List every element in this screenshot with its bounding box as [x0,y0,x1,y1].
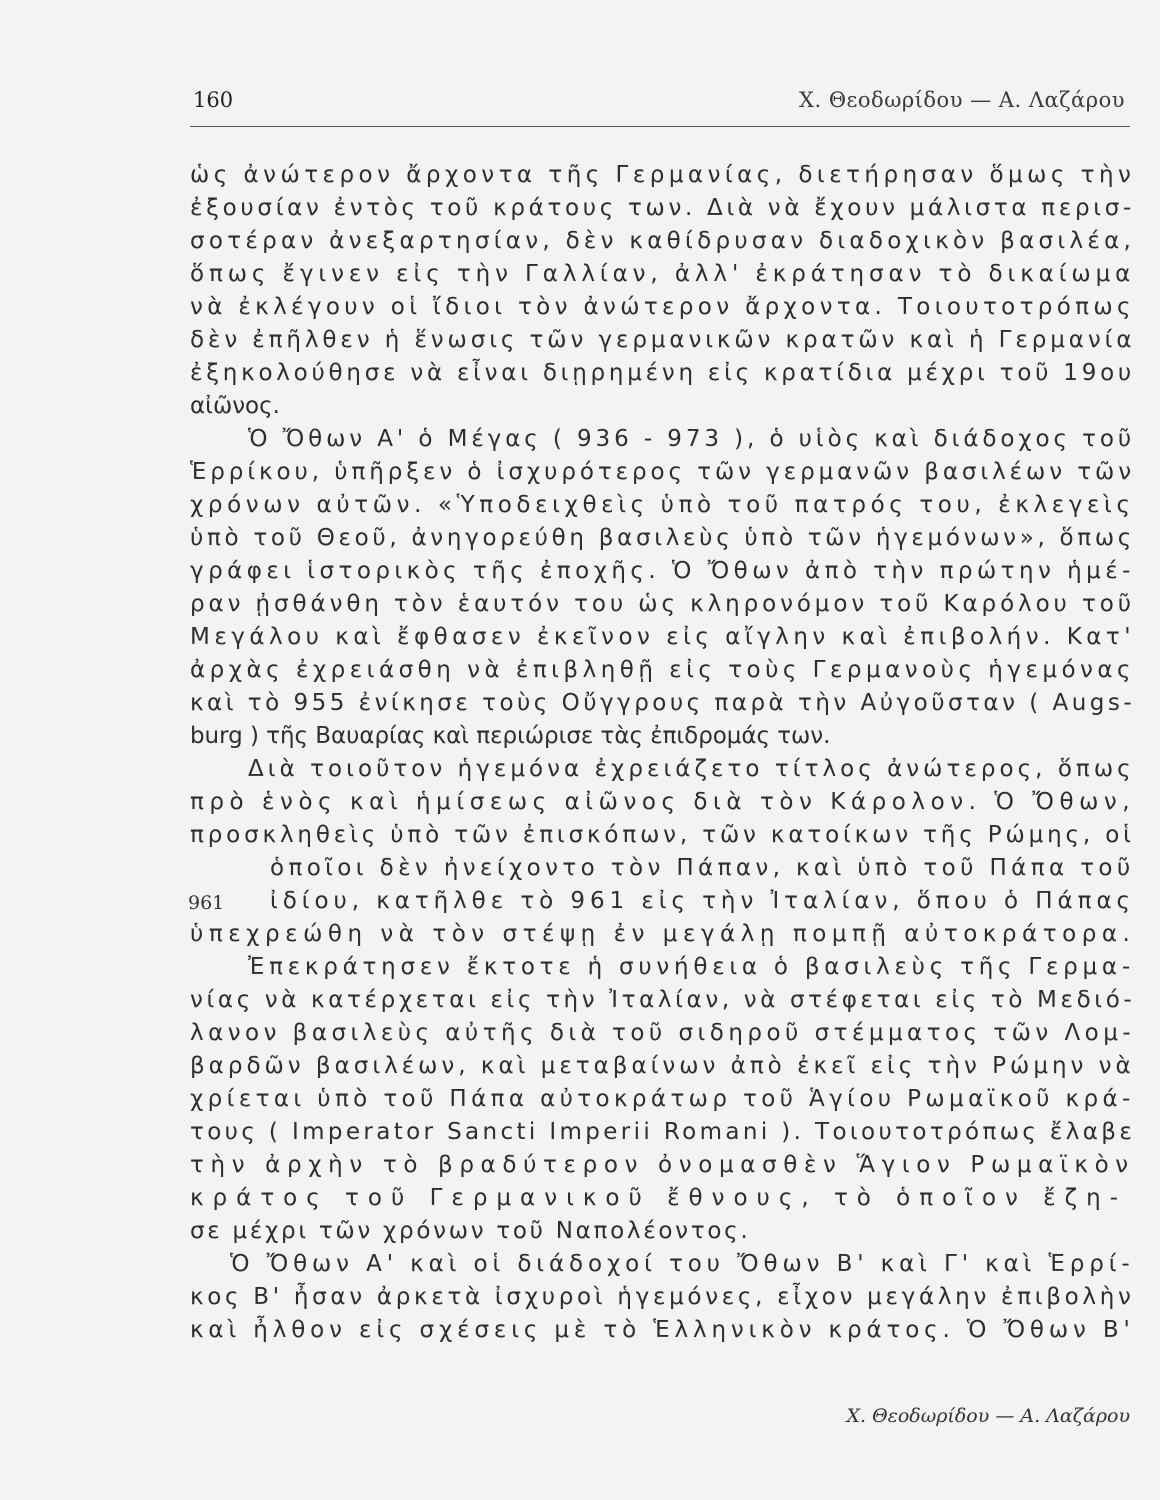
text-line: δὲν ἐπῆλθεν ἡ ἕνωσις τῶν γερμανικῶν κρατῶν καὶ ἡ Γερμανία [190,327,1136,353]
text-line: ὑπὸ τοῦ Θεοῦ, ἀνηγορεύθη βασιλεὺς ὑπὸ τῶν ἡγεμόνων», ὅπως [190,525,1136,551]
text-line: σε μέχρι τῶν χρόνων τοῦ Ναπολέοντος. [190,1218,751,1244]
text-line: βαρδῶν βασιλέων, καὶ μεταβαίνων ἀπὸ ἐκεῖ εἰς τὴν Ρώμην νὰ [190,1053,1135,1079]
text-line: ὁποῖοι δὲν ἠνείχοντο τὸν Πάπαν, καὶ ὑπὸ τοῦ Πάπα τοῦ [270,855,1135,881]
text-line: τους ( Imperator Sancti Imperii Romani ). Τοιουτοτρόπως ἔλαβε [190,1119,1136,1145]
text-line: χρόνων αὐτῶν. «Ὑποδειχθεὶς ὑπὸ τοῦ πατρός του, ἐκλεγεὶς [190,492,1135,518]
text-line: λανον βασιλεὺς αὐτῆς διὰ τοῦ σιδηροῦ στέμματος τῶν Λομ- [190,1020,1136,1046]
header-rule [190,126,1130,127]
text-line: Ὁ Ὄθων Α' ὁ Μέγας ( 936 - 973 ), ὁ υἱὸς καὶ διάδοχος τοῦ [248,426,1136,452]
text-line: νίας νὰ κατέρχεται εἰς τὴν Ἰταλίαν, νὰ στέφεται εἰς τὸ Μεδιό- [190,987,1136,1013]
running-head: Χ. Θεοδωρίδου — Α. Λαζάρου [799,88,1125,112]
text-line: σοτέραν ἀνεξαρτησίαν, δὲν καθίδρυσαν διαδοχικὸν βασιλέα, [190,228,1136,254]
text-line: ὅπως ἔγινεν εἰς τὴν Γαλλίαν, ἀλλ' ἐκράτησαν τὸ δικαίωμα [190,261,1136,287]
text-line: καὶ τὸ 955 ἐνίκησε τοὺς Οὔγγρους παρὰ τὴν Αὐγοῦσταν ( Augs- [190,690,1136,716]
text-line: κράτος τοῦ Γερμανικοῦ ἔθνους, τὸ ὁποῖον ἔζη- [190,1185,1128,1211]
text-line: ἐξουσίαν ἐντὸς τοῦ κράτους των. Διὰ νὰ ἔχουν μάλιστα περισ- [190,195,1135,221]
text-line: ἐξηκολούθησε νὰ εἶναι διῃρημένη εἰς κρατίδια μέχρι τοῦ 19ου [190,360,1135,386]
text-line: Ὁ Ὄθων Α' καὶ οἱ διάδοχοί του Ὄθων Β' καὶ Γ' καὶ Ἑρρί- [230,1251,1135,1277]
text-line: ὡς ἀνώτερον ἄρχοντα τῆς Γερμανίας, διετήρησαν ὅμως τὴν [190,162,1136,188]
margin-note: 961 [188,892,225,914]
text-line: γράφει ἱστορικὸς τῆς ἐποχῆς. Ὁ Ὄθων ἀπὸ τὴν πρώτην ἡμέ- [190,558,1135,584]
text-line: Διὰ τοιοῦτον ἡγεμόνα ἐχρειάζετο τίτλος ἀνώτερος, ὅπως [248,756,1135,782]
text-line: ὑπεχρεώθη νὰ τὸν στέψῃ ἐν μεγάλῃ πομπῇ αὐτοκράτορα. [190,921,1136,947]
text-line: αἰῶνος. [190,393,280,419]
text-line: καὶ ἦλθον εἰς σχέσεις μὲ τὸ Ἑλληνικὸν κράτος. Ὁ Ὄθων Β' [190,1317,1135,1343]
text-line: ἰδίου, κατῆλθε τὸ 961 εἰς τὴν Ἰταλίαν, ὅπου ὁ Πάπας [270,888,1135,914]
page-header [193,88,1125,128]
text-line: πρὸ ἑνὸς καὶ ἡμίσεως αἰῶνος διὰ τὸν Κάρολον. Ὁ Ὄθων, [190,789,1136,815]
text-line: Μεγάλου καὶ ἔφθασεν ἐκεῖνον εἰς αἴγλην καὶ ἐπιβολήν. Κατ' [190,624,1136,650]
text-line: νὰ ἐκλέγουν οἱ ἴδιοι τὸν ἀνώτερον ἄρχοντα. Τοιουτοτρόπως [190,294,1135,320]
text-line: ἀρχὰς ἐχρειάσθη νὰ ἐπιβληθῇ εἰς τοὺς Γερμανοὺς ἡγεμόνας [190,657,1136,683]
text-line: Ἑρρίκου, ὑπῆρξεν ὁ ἰσχυρότερος τῶν γερμανῶν βασιλέων τῶν [190,459,1135,485]
footer-authors: Χ. Θεοδωρίδου — Α. Λαζάρου [846,1405,1130,1427]
page-number: 160 [193,88,234,112]
text-line: κος Β' ἦσαν ἀρκετὰ ἰσχυροὶ ἡγεμόνες, εἶχον μεγάλην ἐπιβολὴν [190,1284,1135,1310]
text-line: ραν ᾐσθάνθη τὸν ἑαυτόν του ὡς κληρονόμον τοῦ Καρόλου τοῦ [190,591,1135,617]
text-line: χρίεται ὑπὸ τοῦ Πάπα αὐτοκράτωρ τοῦ Ἁγίου Ρωμαϊκοῦ κρά- [190,1086,1135,1112]
text-line: προσκληθεὶς ὑπὸ τῶν ἐπισκόπων, τῶν κατοίκων τῆς Ρώμης, οἱ [190,822,1135,848]
text-line: Ἐπεκράτησεν ἔκτοτε ἡ συνήθεια ὁ βασιλεὺς τῆς Γερμα- [248,954,1135,980]
text-line: burg ) τῆς Βαυαρίας καὶ περιώρισε τὰς ἐπιδρομάς των. [190,723,831,749]
text-line: τὴν ἀρχὴν τὸ βραδύτερον ὀνομασθὲν Ἅγιον Ρωμαϊκὸν [190,1152,1135,1178]
